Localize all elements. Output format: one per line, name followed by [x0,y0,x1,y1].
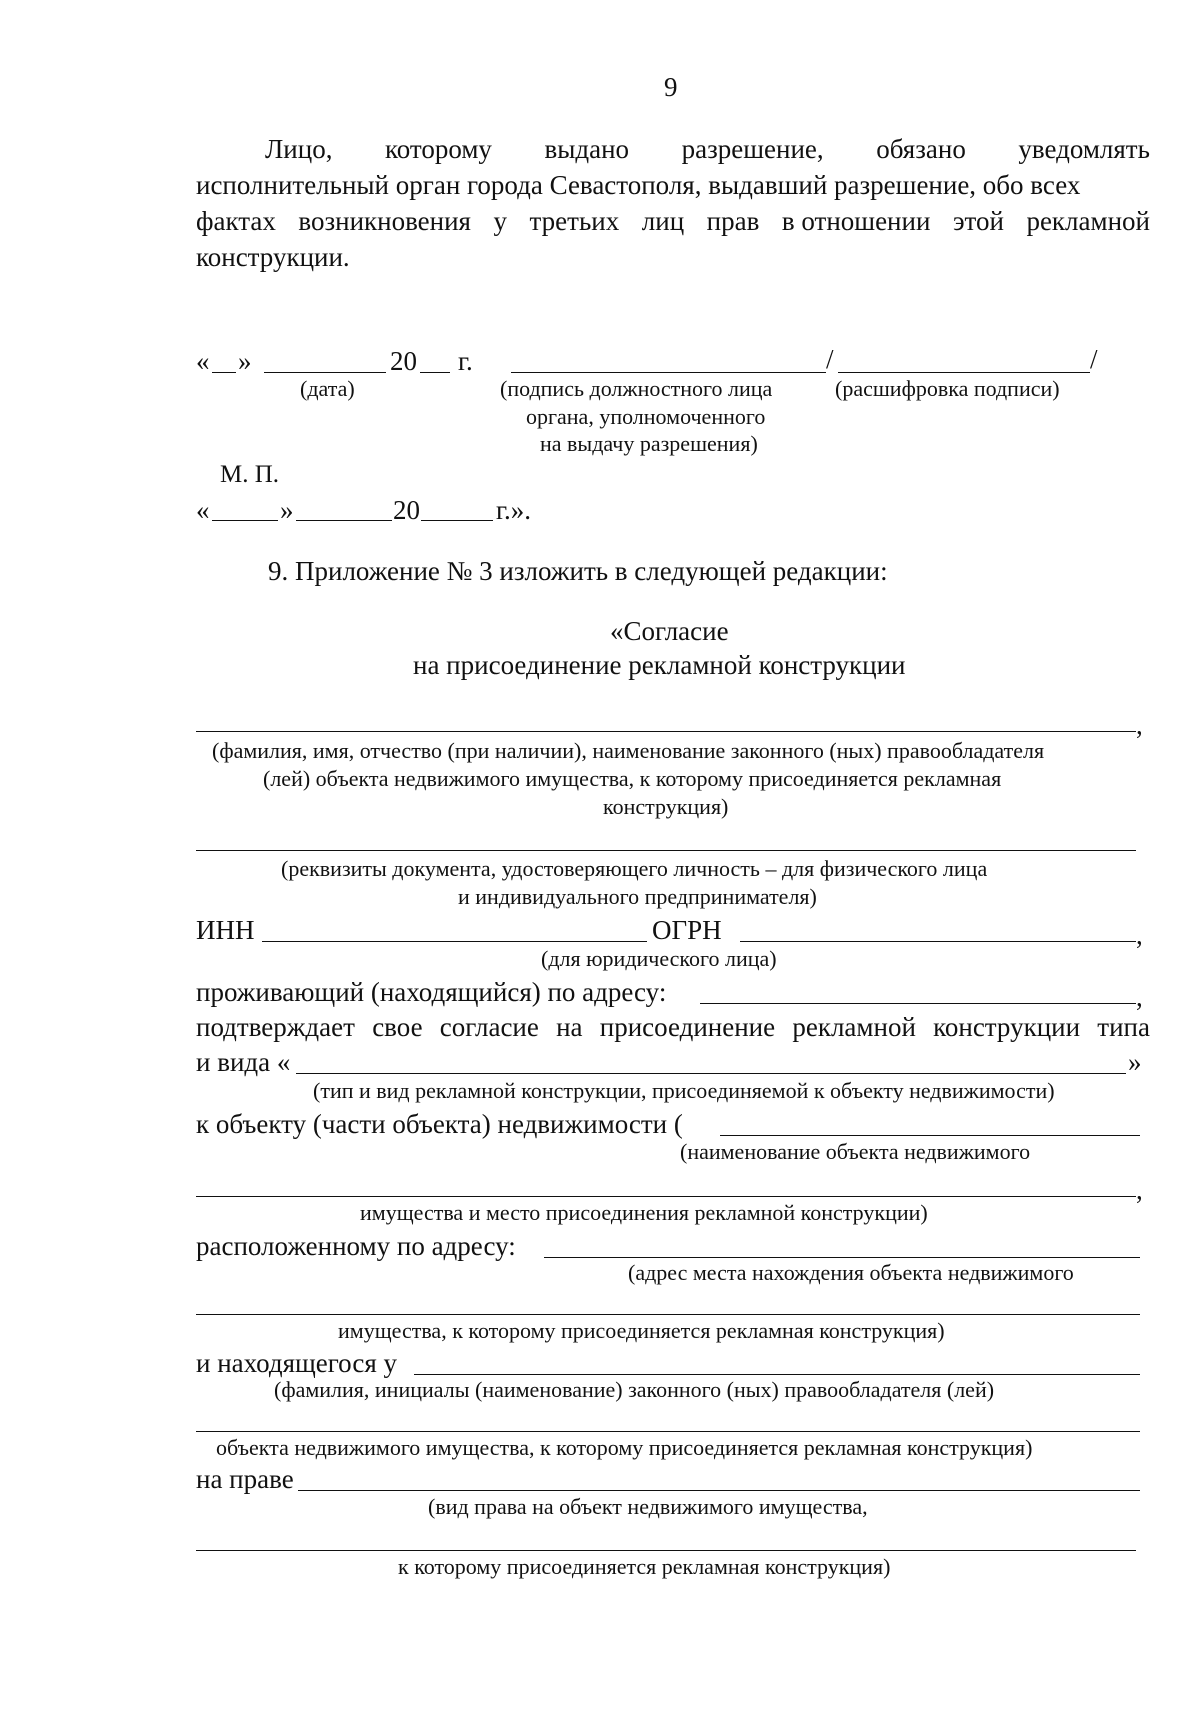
date-year-blank [420,372,450,373]
inn-label: ИНН [196,915,255,945]
date2-end: г.». [496,495,532,525]
doc-blank [196,850,1136,851]
caption-type: (тип и вид рекламной конструкции, присоединяемой к объекту недвижимости) [313,1078,1055,1103]
consent-title-2: на присоединение рекламной конструкции [413,650,906,680]
address-label: проживающий (находящийся) по адресу: [196,977,667,1007]
owner-blank [196,731,1136,732]
consent-title-1: «Согласие [610,616,729,646]
right-label: на праве [196,1464,294,1494]
located-blank-2[interactable] [196,1314,1140,1315]
object-label: к объекту (части объекта) недвижимости ( [196,1109,683,1139]
right-blank[interactable] [298,1490,1140,1491]
intro-line-3-word-3: третьих [529,206,620,236]
type-close-quote: » [1128,1047,1142,1077]
inn-blank[interactable] [262,941,647,942]
intro-line-3 [196,208,1150,235]
caption-object-2: имущества и место присоединения рекламной конструкции) [360,1200,928,1225]
intro-line-1-word-1: которому [385,134,492,164]
date2-day-blank [212,520,278,521]
date2-month-blank [296,520,392,521]
type-blank[interactable] [296,1073,1126,1074]
date-open-quote: « [196,346,210,376]
caption-location-1: (адрес места нахождения объекта недвижимого [628,1260,1074,1285]
intro-line-3-word-8: рекламной [1026,206,1150,236]
right-blank-2[interactable] [196,1550,1136,1551]
date2-year-blank [421,520,493,521]
date2-year-prefix: 20 [393,495,420,525]
date-month-blank [264,372,386,373]
type-label: и вида « [196,1047,291,1077]
caption-right-2: к которому присоединяется рекламная конструкция) [398,1554,891,1579]
date-year-prefix: 20 [390,346,417,376]
caption-owner-1: (фамилия, имя, отчество (при наличии), наименование законного (ных) правообладателя [212,738,1045,763]
confirms-line-word-3: на [556,1012,583,1042]
ogrn-blank[interactable] [740,941,1136,942]
caption-owner-3: конструкция) [603,794,729,819]
caption-doc-2: и индивидуального предпринимателя) [458,884,817,909]
signature-blank [511,372,826,373]
located-label: расположенному по адресу: [196,1231,516,1261]
confirms-line-word-0: подтверждает [196,1012,355,1042]
confirms-line-word-5: рекламной [792,1012,916,1042]
confirms-line-word-4: присоединение [599,1012,776,1042]
ogrn-label: ОГРН [652,915,722,945]
decode-caption: (расшифровка подписи) [835,376,1060,401]
item-9-heading: 9. Приложение № 3 изложить в следующей редакции: [268,556,888,586]
object-blank[interactable] [720,1135,1140,1136]
date2-close-quote: » [280,495,294,525]
object-blank-2[interactable] [196,1196,1136,1197]
address-blank[interactable] [700,1003,1136,1004]
intro-line-3-word-1: возникновения [298,206,471,236]
ogrn-comma: , [1136,920,1143,950]
confirms-line-word-7: типа [1097,1012,1150,1042]
sign-caption-2: органа, уполномоченного [526,404,766,429]
intro-line-3-word-0: фактах [196,206,276,236]
intro-line-1-word-0: Лицо, [265,134,333,164]
intro-line-3-word-2: у [493,206,508,236]
date-year-suffix: г. [458,346,473,376]
intro-line-3-word-5: прав [706,206,760,236]
sign-caption-1: (подпись должностного лица [500,376,773,401]
owner-comma: , [1136,710,1143,740]
intro-line-1 [265,136,1150,163]
caption-location-2: имущества, к которому присоединяется рекламная конструкция) [338,1318,945,1343]
held-label: и находящегося у [196,1348,397,1378]
held-blank-2[interactable] [196,1431,1140,1432]
confirms-line-word-2: согласие [439,1012,539,1042]
date-day-blank [212,372,236,373]
date2-open-quote: « [196,495,210,525]
caption-held-1: (фамилия, инициалы (наименование) законного (ных) правообладателя (лей) [274,1377,995,1402]
intro-line-2: исполнительный орган города Севастополя, выдавший разрешение, обо всех [196,170,1081,200]
object-comma: , [1136,1175,1143,1205]
sign-caption-3: на выдачу разрешения) [540,431,758,456]
caption-owner-2: (лей) объекта недвижимого имущества, к которому присоединяется рекламная [263,766,1002,791]
intro-line-3-word-7: этой [952,206,1004,236]
stamp-mark: М. П. [220,461,280,488]
caption-right-1: (вид права на объект недвижимого имущества, [428,1494,868,1519]
address-comma: , [1136,982,1143,1012]
intro-line-1-word-3: разрешение, [681,134,824,164]
intro-line-3-word-6: в отношении [781,206,931,236]
page-number: 9 [664,72,678,102]
intro-line-4: конструкции. [196,242,350,272]
caption-object-1: (наименование объекта недвижимого [680,1139,1031,1164]
located-blank[interactable] [544,1257,1140,1258]
intro-line-3-word-4: лиц [641,206,685,236]
intro-line-1-word-5: уведомлять [1018,134,1150,164]
date-caption: (дата) [300,376,355,401]
intro-line-1-word-4: обязано [876,134,966,164]
confirms-line [196,1014,1150,1041]
caption-doc-1: (реквизиты документа, удостоверяющего личность – для физического лица [281,856,988,881]
intro-line-1-word-2: выдано [544,134,630,164]
signature-slash-1: / [826,344,834,374]
held-blank[interactable] [414,1374,1140,1375]
signature-slash-2: / [1090,344,1098,374]
decode-blank [838,372,1090,373]
caption-legal: (для юридического лица) [541,946,777,971]
date-close-quote: » [238,346,252,376]
confirms-line-word-1: свое [372,1012,423,1042]
caption-held-2: объекта недвижимого имущества, к которому присоединяется рекламная конструкция) [216,1435,1033,1460]
confirms-line-word-6: конструкции [933,1012,1081,1042]
